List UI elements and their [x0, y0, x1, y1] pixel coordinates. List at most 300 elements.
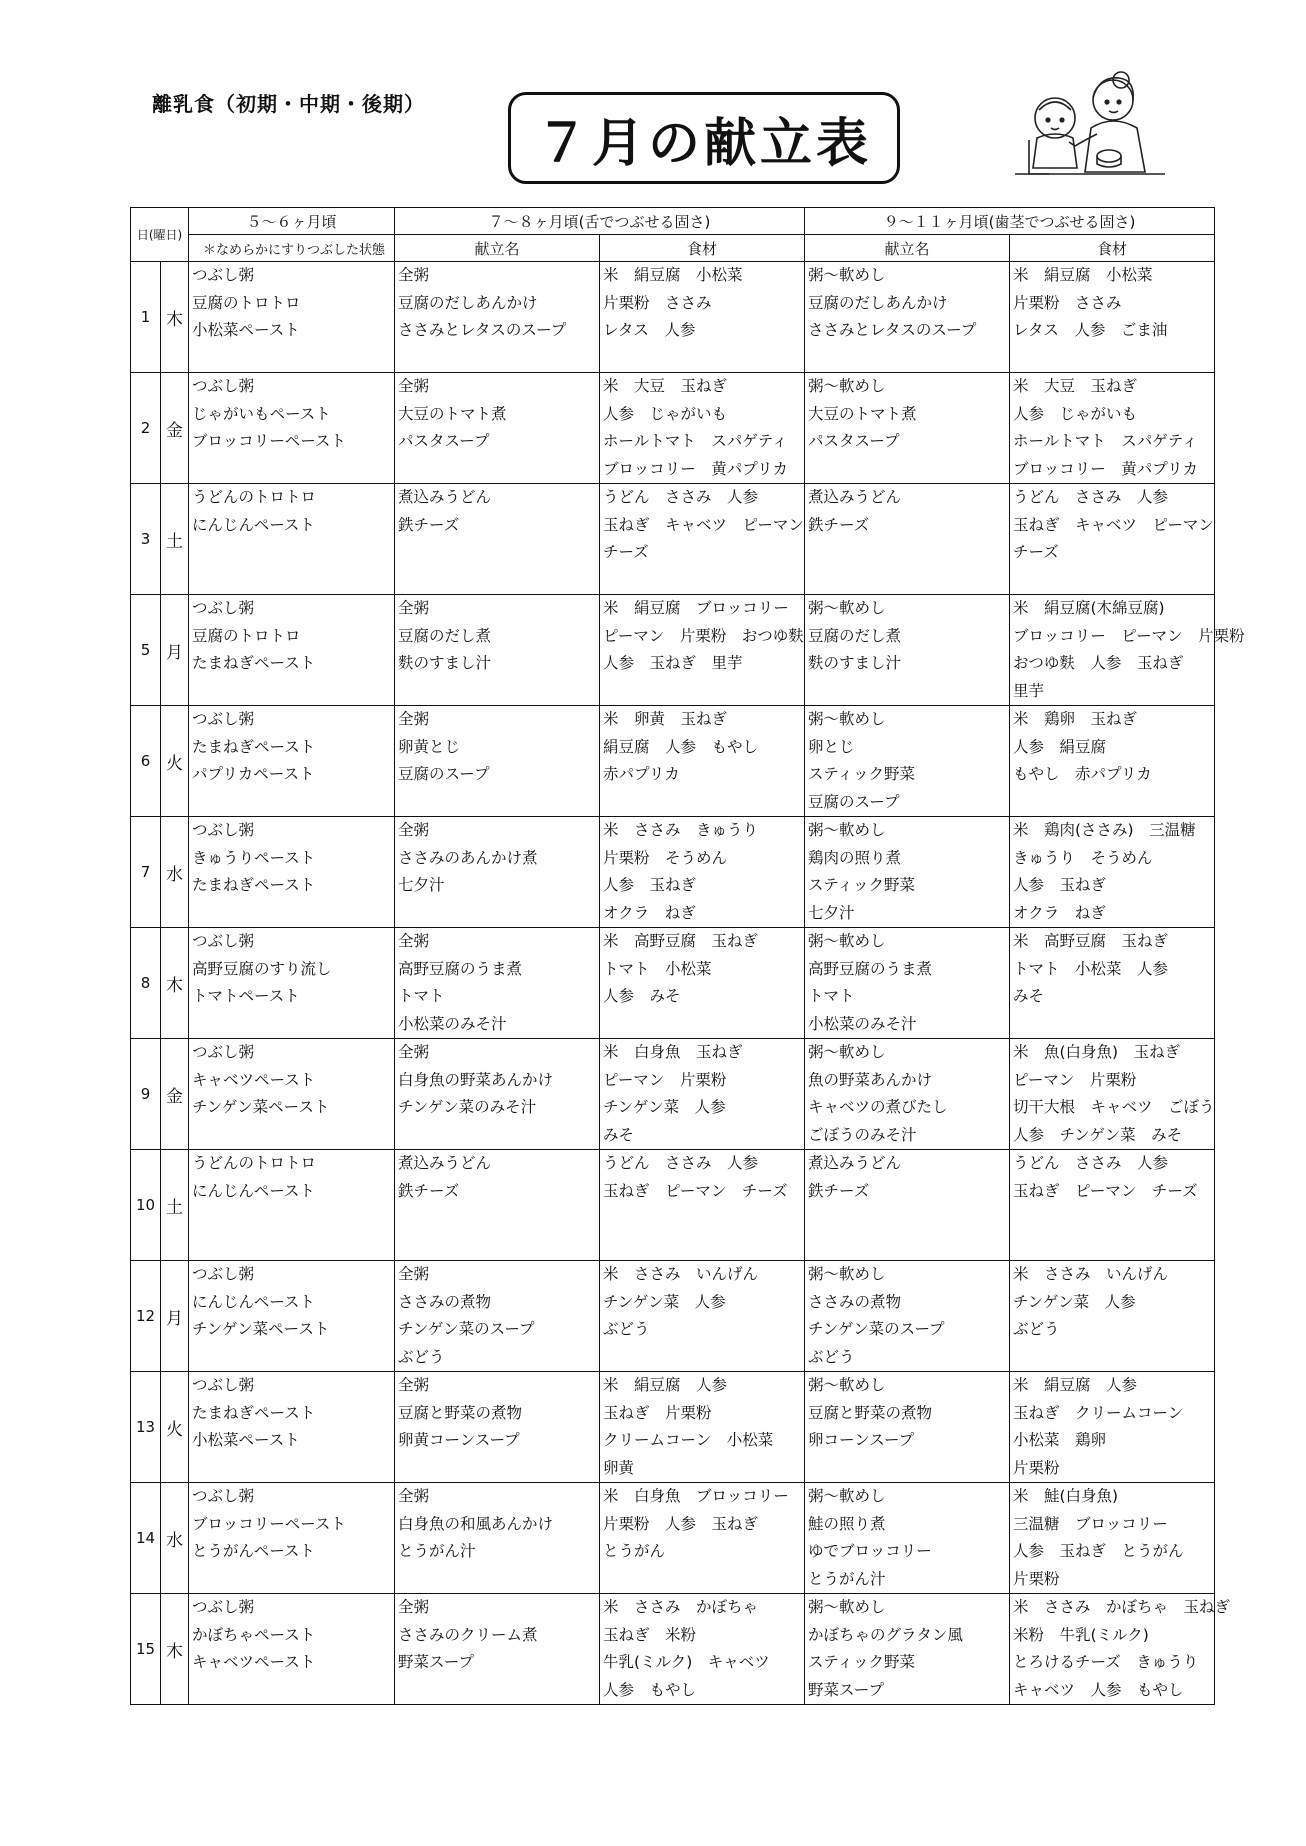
cell-line: キャベツ 人参 もやし [1013, 1680, 1184, 1699]
cell-line: クリームコーン 小松菜 [603, 1431, 774, 1449]
cell-line: 赤パプリカ [603, 765, 680, 783]
early-menu-cell [189, 1039, 395, 1150]
late-ingredients-cell [1010, 1372, 1215, 1483]
cell-line: おつゆ麩 人参 玉ねぎ [1013, 654, 1184, 672]
cell-line: ブロッコリー 黄パプリカ [603, 459, 788, 478]
cell-line: 玉ねぎ 片栗粉 [603, 1403, 712, 1422]
late-menu-cell [805, 706, 1010, 817]
day-number: 6 [131, 706, 161, 817]
mid-menu-cell [395, 706, 600, 817]
cell-line: 豆腐のだしあんかけ [808, 293, 948, 312]
table-row [131, 373, 1215, 484]
cell-line: トマト 小松菜 人参 [1013, 959, 1169, 978]
cell-line: 粥～軟めし [808, 599, 886, 617]
cell-line: 米 魚(白身魚) 玉ねぎ [1013, 1043, 1181, 1061]
day-of-week: 土 [161, 484, 189, 595]
cell-line: 玉ねぎ ピーマン チーズ [603, 1181, 788, 1200]
cell-line: パスタスープ [808, 432, 900, 450]
cell-line: 三温糖 ブロッコリー [1013, 1514, 1168, 1533]
table-row [131, 928, 1215, 1039]
cell-line: 白身魚の野菜あんかけ [398, 1070, 554, 1089]
cell-line: 全粥 [398, 1376, 430, 1394]
cell-line: 米 大豆 玉ねぎ [1013, 377, 1138, 395]
cell-line: 粥～軟めし [808, 821, 886, 839]
cell-line: ホールトマト スパゲティ [1013, 432, 1198, 450]
cell-line: 米 ささみ きゅうり [603, 821, 759, 839]
cell-line: 豆腐のだし煮 [398, 626, 492, 645]
cell-line: スティック野菜 [808, 1653, 915, 1671]
day-of-week: 木 [161, 1594, 189, 1705]
cell-line: もやし 赤パプリカ [1013, 765, 1152, 783]
table-row [131, 1594, 1215, 1705]
cell-line: 豆腐のだしあんかけ [398, 293, 538, 312]
mid-ingredients-cell [600, 1261, 805, 1372]
day-of-week: 木 [161, 262, 189, 373]
cell-line: 鉄チーズ [398, 1181, 460, 1200]
late-menu-cell [805, 1594, 1010, 1705]
table-row [131, 1039, 1215, 1150]
cell-line: 玉ねぎ 米粉 [603, 1625, 697, 1644]
cell-line: かぼちゃのグラタン風 [808, 1625, 963, 1644]
mid-ingredients-cell [600, 1483, 805, 1594]
mid-menu-cell [395, 1594, 600, 1705]
cell-line: 人参 もやし [603, 1680, 697, 1699]
table-row [131, 1150, 1215, 1261]
cell-line: 米 高野豆腐 玉ねぎ [1013, 932, 1169, 950]
cell-line: 人参 玉ねぎ 里芋 [603, 654, 743, 672]
cell-line: チンゲン菜ペースト [192, 1320, 330, 1338]
cell-line: チンゲン菜 人参 [603, 1292, 726, 1311]
cell-line: つぶし粥 [192, 377, 255, 395]
cell-line: 豆腐のスープ [808, 792, 900, 811]
cell-line: ぶどう [398, 1347, 445, 1366]
cell-line: 粥～軟めし [808, 266, 886, 284]
late-menu-cell [805, 817, 1010, 928]
cell-line: 米 鮭(白身魚) [1013, 1487, 1119, 1505]
cell-line: 玉ねぎ ピーマン チーズ [1013, 1181, 1198, 1200]
mid-menu-cell [395, 928, 600, 1039]
cell-line: 米 絹豆腐 小松菜 [1013, 266, 1153, 284]
cell-line: 全粥 [398, 1487, 430, 1505]
late-menu-cell [805, 262, 1010, 373]
cell-line: 小松菜ペースト [192, 1431, 300, 1449]
cell-line: たまねぎペースト [192, 737, 316, 756]
cell-line: 麩のすまし汁 [808, 654, 902, 672]
cell-line: 米 卵黄 玉ねぎ [603, 710, 728, 728]
cell-line: チンゲン菜のスープ [808, 1320, 945, 1338]
cell-line: 里芋 [1013, 681, 1045, 700]
early-menu-cell [189, 373, 395, 484]
cell-line: にんじんペースト [192, 1181, 315, 1200]
group-header-9-11: ９～１１ヶ月頃(歯茎でつぶせる固さ) [805, 208, 1215, 235]
cell-line: 玉ねぎ クリームコーン [1013, 1403, 1184, 1422]
cell-line: つぶし粥 [192, 710, 255, 728]
cell-line: つぶし粥 [192, 266, 255, 284]
mid-menu-cell [395, 1039, 600, 1150]
table-row [131, 262, 1215, 373]
cell-line: 人参 玉ねぎ [603, 876, 697, 894]
table-row [131, 817, 1215, 928]
early-menu-cell [189, 817, 395, 928]
col-header-ingredients: 食材 [1010, 235, 1215, 262]
cell-line: かぼちゃペースト [192, 1625, 316, 1644]
cell-line: 豆腐と野菜の煮物 [398, 1403, 523, 1422]
cell-line: 全粥 [398, 377, 430, 395]
cell-line: 米 絹豆腐 人参 [603, 1376, 728, 1394]
cell-line: 絹豆腐 人参 もやし [603, 737, 759, 756]
cell-line: 野菜スープ [808, 1680, 884, 1699]
mid-ingredients-cell [600, 817, 805, 928]
cell-line: 米 白身魚 ブロッコリー [603, 1487, 789, 1505]
cell-line: 片栗粉 [1013, 1569, 1060, 1588]
cell-line: 卵黄とじ [398, 737, 461, 756]
cell-line: 卵とじ [808, 737, 855, 756]
cell-line: チーズ [1013, 543, 1059, 561]
cell-line: トマト [808, 987, 855, 1005]
cell-line: ささみの煮物 [398, 1292, 492, 1311]
day-number: 2 [131, 373, 161, 484]
cell-line: とろけるチーズ きゅうり [1013, 1653, 1199, 1671]
cell-line: チンゲン菜 人参 [603, 1098, 726, 1116]
cell-line: 豆腐のトロトロ [192, 626, 301, 645]
late-ingredients-cell [1010, 1594, 1231, 1705]
cell-line: 全粥 [398, 266, 430, 284]
early-menu-cell [189, 928, 395, 1039]
mid-menu-cell [395, 1261, 600, 1372]
cell-line: 人参 みそ [603, 987, 681, 1005]
mid-ingredients-cell [600, 1594, 805, 1705]
cell-line: つぶし粥 [192, 932, 255, 950]
cell-line: ブロッコリーペースト [192, 432, 346, 450]
mid-ingredients-cell [600, 373, 805, 484]
mid-menu-cell [395, 373, 600, 484]
cell-line: うどん ささみ 人参 [1013, 1154, 1169, 1172]
day-number: 7 [131, 817, 161, 928]
cell-line: 全粥 [398, 1598, 430, 1616]
day-number: 14 [131, 1483, 161, 1594]
mid-menu-cell [395, 1483, 600, 1594]
day-of-week: 月 [161, 595, 189, 706]
cell-line: ささみとレタスのスープ [808, 321, 977, 339]
early-menu-cell [189, 484, 395, 595]
late-menu-cell [805, 1039, 1010, 1150]
mid-ingredients-cell [600, 706, 805, 817]
cell-line: つぶし粥 [192, 1598, 255, 1616]
day-number: 13 [131, 1372, 161, 1483]
cell-line: 米 絹豆腐(木綿豆腐) [1013, 599, 1165, 617]
day-of-week: 木 [161, 928, 189, 1039]
cell-line: 粥～軟めし [808, 377, 886, 395]
mid-menu-cell [395, 262, 600, 373]
day-of-week: 水 [161, 817, 189, 928]
cell-line: 片栗粉 ささみ [1013, 293, 1122, 312]
cell-line: うどん ささみ 人参 [603, 1154, 759, 1172]
cell-line: ごぼうのみそ汁 [808, 1125, 917, 1144]
early-menu-cell [189, 706, 395, 817]
cell-line: 片栗粉 ささみ [603, 293, 712, 312]
cell-line: 小松菜のみそ汁 [808, 1014, 917, 1033]
cell-line: チンゲン菜ペースト [192, 1098, 330, 1116]
late-ingredients-cell [1010, 1039, 1215, 1150]
day-number: 5 [131, 595, 161, 706]
cell-line: ぶどう [808, 1347, 855, 1366]
cell-line: ブロッコリーペースト [192, 1514, 346, 1533]
cell-line: うどん ささみ 人参 [1013, 488, 1169, 506]
cell-line: ピーマン 片栗粉 [1013, 1070, 1137, 1089]
cell-line: 鉄チーズ [398, 515, 460, 534]
cell-line: ピーマン 片栗粉 [603, 1070, 727, 1089]
cell-line: オクラ ねぎ [1013, 903, 1106, 922]
cell-line: 麩のすまし汁 [398, 654, 492, 672]
cell-line: チンゲン菜のみそ汁 [398, 1098, 537, 1116]
cell-line: スティック野菜 [808, 765, 915, 783]
cell-line: 米 ささみ かぼちゃ 玉ねぎ [1013, 1598, 1231, 1616]
cell-line: 人参 玉ねぎ とうがん [1013, 1542, 1184, 1560]
cell-line: 米 高野豆腐 玉ねぎ [603, 932, 759, 950]
cell-line: 米 大豆 玉ねぎ [603, 377, 728, 395]
late-ingredients-cell [1010, 817, 1215, 928]
cell-line: 粥～軟めし [808, 1265, 886, 1283]
cell-line: 玉ねぎ キャベツ ピーマン [603, 515, 804, 534]
day-number: 15 [131, 1594, 161, 1705]
cell-line: 牛乳(ミルク) キャベツ [603, 1653, 770, 1671]
cell-line: 煮込みうどん [398, 1154, 492, 1172]
cell-line: 豆腐のトロトロ [192, 293, 301, 312]
cell-line: つぶし粥 [192, 599, 255, 617]
late-menu-cell [805, 484, 1010, 595]
cell-line: うどんのトロトロ [192, 1154, 317, 1172]
cell-line: 魚の野菜あんかけ [808, 1070, 933, 1089]
cell-line: 米 絹豆腐 人参 [1013, 1376, 1138, 1394]
cell-line: 豆腐と野菜の煮物 [808, 1403, 933, 1422]
mid-menu-cell [395, 595, 600, 706]
early-menu-cell [189, 1483, 395, 1594]
early-menu-cell [189, 595, 395, 706]
cell-line: 粥～軟めし [808, 932, 886, 950]
early-menu-cell [189, 1150, 395, 1261]
cell-line: 米 ささみ かぼちゃ [603, 1598, 759, 1616]
cell-line: チンゲン菜 人参 [1013, 1292, 1136, 1311]
cell-line: キャベツの煮びたし [808, 1098, 948, 1116]
cell-line: 粥～軟めし [808, 1598, 886, 1616]
mid-ingredients-cell [600, 1372, 805, 1483]
cell-line: 米 ささみ いんげん [603, 1265, 759, 1283]
day-of-week: 金 [161, 373, 189, 484]
cell-line: 小松菜のみそ汁 [398, 1014, 507, 1033]
mid-ingredients-cell [600, 928, 805, 1039]
cell-line: 煮込みうどん [398, 488, 492, 506]
cell-line: 全粥 [398, 932, 430, 950]
cell-line: 全粥 [398, 821, 430, 839]
cell-line: 粥～軟めし [808, 1043, 886, 1061]
cell-line: とうがんペースト [192, 1542, 315, 1560]
early-menu-cell [189, 1261, 395, 1372]
cell-line: 米 絹豆腐 小松菜 [603, 266, 743, 284]
cell-line: とうがん [603, 1542, 666, 1560]
table-row [131, 1261, 1215, 1372]
cell-line: 全粥 [398, 1043, 430, 1061]
cell-line: とうがん汁 [808, 1569, 886, 1588]
day-number: 10 [131, 1150, 161, 1261]
cell-line: 全粥 [398, 710, 430, 728]
cell-line: 米 絹豆腐 ブロッコリー [603, 599, 789, 617]
cell-line: 高野豆腐のうま煮 [808, 959, 933, 978]
cell-line: 高野豆腐のすり流し [192, 959, 332, 978]
cell-line: 米 鶏肉(ささみ) 三温糖 [1013, 821, 1196, 839]
table-row [131, 1483, 1215, 1594]
table-row [131, 1372, 1215, 1483]
cell-line: 鉄チーズ [808, 1181, 870, 1200]
cell-line: 米粉 牛乳(ミルク) [1013, 1625, 1149, 1644]
cell-line: 白身魚の和風あんかけ [398, 1514, 554, 1533]
day-number: 8 [131, 928, 161, 1039]
mid-ingredients-cell [600, 262, 805, 373]
cell-line: みそ [1013, 987, 1045, 1005]
cell-line: 豆腐のスープ [398, 765, 490, 783]
page-title: ７月の献立表 [535, 113, 872, 174]
day-of-week: 水 [161, 1483, 189, 1594]
late-ingredients-cell [1010, 1261, 1215, 1372]
cell-line: うどん ささみ 人参 [603, 488, 759, 506]
day-number: 9 [131, 1039, 161, 1150]
cell-line: 大豆のトマト煮 [398, 404, 507, 423]
cell-line: 煮込みうどん [808, 1154, 902, 1172]
mid-menu-cell [395, 817, 600, 928]
cell-line: 米 ささみ いんげん [1013, 1265, 1169, 1283]
cell-line: つぶし粥 [192, 1043, 255, 1061]
cell-line: 七夕汁 [808, 903, 855, 922]
cell-line: レタス 人参 [603, 321, 696, 339]
late-menu-cell [805, 373, 1010, 484]
cell-line: ブロッコリー ピーマン 片栗粉 [1013, 626, 1245, 645]
cell-line: 人参 じゃがいも [1013, 404, 1138, 423]
mother-baby-illustration [1015, 70, 1165, 182]
cell-line: 小松菜ペースト [192, 321, 300, 339]
cell-line: レタス 人参 ごま油 [1013, 321, 1168, 339]
cell-line: 豆腐のだし煮 [808, 626, 902, 645]
cell-line: チーズ [603, 543, 649, 561]
cell-line: キャベツペースト [192, 1653, 316, 1671]
cell-line: たまねぎペースト [192, 876, 316, 894]
late-ingredients-cell [1010, 1483, 1215, 1594]
cell-line: 卵黄 [603, 1458, 635, 1477]
cell-line: 片栗粉 そうめん [603, 848, 728, 867]
cell-line: ささみの煮物 [808, 1292, 902, 1311]
date-header: 日(曜日) [131, 208, 189, 262]
day-of-week: 月 [161, 1261, 189, 1372]
early-menu-cell [189, 1372, 395, 1483]
cell-line: ささみのあんかけ煮 [398, 848, 538, 867]
cell-line: 人参 玉ねぎ [1013, 876, 1107, 894]
cell-line: 切干大根 キャベツ ごぼう [1013, 1098, 1215, 1116]
table-row [131, 484, 1215, 595]
cell-line: 卵コーンスープ [808, 1431, 915, 1449]
cell-line: ブロッコリー 黄パプリカ [1013, 459, 1198, 478]
cell-line: 卵黄コーンスープ [398, 1431, 520, 1449]
late-menu-cell [805, 928, 1010, 1039]
cell-line: たまねぎペースト [192, 654, 316, 672]
cell-line: 野菜スープ [398, 1653, 474, 1671]
cell-line: ささみのクリーム煮 [398, 1625, 538, 1644]
cell-line: 人参 絹豆腐 [1013, 737, 1107, 756]
cell-line: パスタスープ [398, 432, 490, 450]
group-note-5-6: ＊なめらかにすりつぶした状態 [189, 235, 395, 262]
late-menu-cell [805, 1372, 1010, 1483]
cell-line: 粥～軟めし [808, 710, 886, 728]
group-header-5-6: ５～６ヶ月頃 [189, 208, 395, 235]
cell-line: きゅうりペースト [192, 848, 316, 867]
cell-line: オクラ ねぎ [603, 903, 696, 922]
cell-line: じゃがいもペースト [192, 404, 331, 423]
day-of-week: 火 [161, 706, 189, 817]
mid-ingredients-cell [600, 1150, 805, 1261]
cell-line: うどんのトロトロ [192, 488, 317, 506]
cell-line: ホールトマト スパゲティ [603, 432, 788, 450]
cell-line: つぶし粥 [192, 821, 255, 839]
cell-line: みそ [603, 1125, 635, 1144]
cell-line: 米 白身魚 玉ねぎ [603, 1043, 743, 1061]
mid-menu-cell [395, 484, 600, 595]
cell-line: 鮭の照り煮 [808, 1514, 886, 1533]
late-ingredients-cell [1010, 595, 1245, 706]
late-menu-cell [805, 595, 1010, 706]
cell-line: トマトペースト [192, 987, 300, 1005]
cell-line: 人参 じゃがいも [603, 404, 728, 423]
cell-line: ぶどう [1013, 1320, 1060, 1338]
menu-table [130, 207, 1245, 1705]
cell-line: 全粥 [398, 599, 430, 617]
mid-ingredients-cell [600, 1039, 805, 1150]
col-header-menu: 献立名 [395, 235, 600, 262]
cell-line: ゆでブロッコリー [808, 1542, 932, 1560]
cell-line: 高野豆腐のうま煮 [398, 959, 523, 978]
late-ingredients-cell [1010, 484, 1215, 595]
cell-line: にんじんペースト [192, 515, 315, 534]
cell-line: ぶどう [603, 1320, 650, 1338]
cell-line: 片栗粉 [1013, 1458, 1060, 1477]
cell-line: チンゲン菜のスープ [398, 1320, 535, 1338]
cell-line: にんじんペースト [192, 1292, 315, 1311]
late-menu-cell [805, 1483, 1010, 1594]
cell-line: ピーマン 片栗粉 おつゆ麩 [603, 626, 804, 645]
cell-line: 粥～軟めし [808, 1487, 886, 1505]
subtitle: 離乳食（初期・中期・後期） [152, 92, 425, 116]
cell-line: 煮込みうどん [808, 488, 902, 506]
cell-line: きゅうり そうめん [1013, 848, 1153, 867]
cell-line: 玉ねぎ キャベツ ピーマン [1013, 515, 1214, 534]
title-box [508, 92, 900, 184]
day-number: 12 [131, 1261, 161, 1372]
day-of-week: 火 [161, 1372, 189, 1483]
late-ingredients-cell [1010, 262, 1215, 373]
cell-line: スティック野菜 [808, 876, 915, 894]
cell-line: ささみとレタスのスープ [398, 321, 567, 339]
late-menu-cell [805, 1261, 1010, 1372]
table-row [131, 595, 1215, 706]
cell-line: パプリカペースト [192, 765, 315, 783]
cell-line: トマト 小松菜 [603, 959, 712, 978]
mid-ingredients-cell [600, 484, 805, 595]
cell-line: 七夕汁 [398, 876, 445, 894]
cell-line: キャベツペースト [192, 1070, 316, 1089]
cell-line: つぶし粥 [192, 1376, 255, 1394]
late-ingredients-cell [1010, 706, 1215, 817]
table-row [131, 706, 1215, 817]
cell-line: 米 鶏卵 玉ねぎ [1013, 710, 1138, 728]
mid-menu-cell [395, 1372, 600, 1483]
cell-line: とうがん汁 [398, 1542, 476, 1560]
cell-line: トマト [398, 987, 445, 1005]
